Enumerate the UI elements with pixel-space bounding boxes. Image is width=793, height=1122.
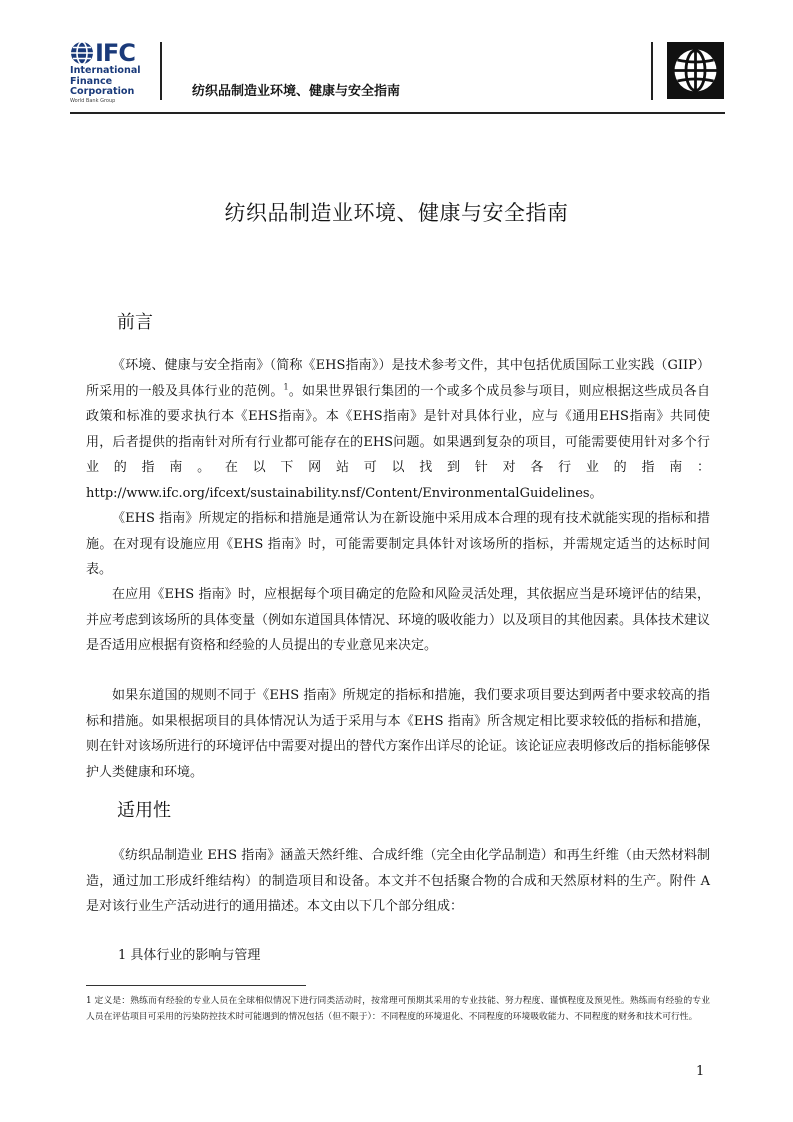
applicability-paragraph-1: 《纺织品制造业 EHS 指南》涵盖天然纤维、合成纤维（完全由化学品制造）和再生纤维（由天然材料制造，通过加工形成纤维结构）的制造项目和设备。本文并不包括聚合物的合成和天然原材料的生产。附件 A 是对该行业生产活动进行的通用描述。本文由以下几个部分组成： xyxy=(86,848,710,914)
page-header xyxy=(0,0,793,118)
ifc-subline: World Bank Group xyxy=(70,97,116,104)
footnote-separator xyxy=(86,985,306,986)
page-number: 1 xyxy=(696,1064,705,1079)
header-divider-left xyxy=(160,42,162,100)
preface-paragraph-1: 《环境、健康与安全指南》（简称《EHS指南》）是技术参考文件，其中包括优质国际工业实践（GIIP）所采用的一般及具体行业的范例。$^1$。如果世界银行集团的一个或多个成员参与项目，则应根据这些成员各自政策和标准的要求执行本《EHS指南》。本《EHS指南》是针对具体行业，应与《通用EHS指南》共同使用，后者提供的指南针对所有行业都可能存在的EHS问题。如果遇到复杂的项目，可能需要使用针对多个行业的指南。在以下网站可以找到针对各行业的指南：http://www.ifc.org/ifcext/sustainability.nsf/Content/EnvironmentalGuidelines。 xyxy=(86,358,710,501)
preface-paragraph-2: 《EHS 指南》所规定的指标和措施是通常认为在新设施中采用成本合理的现有技术就能实现的指标和措施。在对现有设施应用《EHS 指南》时，可能需要制定具体针对该场所的指标，并需规定适当的达标时间表。 xyxy=(86,511,710,577)
ifc-logo xyxy=(70,40,152,106)
ifc-line-3: Corporation xyxy=(70,86,135,97)
preface-paragraph-4: 如果东道国的规则不同于《EHS 指南》所规定的指标和措施，我们要求项目要达到两者中要求较高的指标和措施。如果根据项目的具体情况认为适于采用与本《EHS 指南》所含规定相比要求较低的指标和措施，则在针对该场所进行的环境评估中需要对提出的替代方案作出详尽的论证。该论证应表明修改后的指标能够保护人类健康和环境。 xyxy=(86,688,711,780)
preface-paragraph-3: 在应用《EHS 指南》时，应根据每个项目确定的危险和风险灵活处理，其依据应当是环境评估的结果，并应考虑到该场所的具体变量（例如东道国具体情况、环境的吸收能力）以及项目的其他因素。具体技术建议是否适用应根据有资格和经验的人员提出的专业意见来决定。 xyxy=(86,587,711,653)
ifc-globe-icon xyxy=(70,41,94,65)
footnote-ref-1[interactable]: 1 xyxy=(283,382,289,392)
header-divider-right xyxy=(651,42,653,100)
document-title: 纺织品制造业环境、健康与安全指南 xyxy=(224,201,569,225)
ifc-wordmark: IFC xyxy=(95,39,135,67)
running-title: 纺织品制造业环境、健康与安全指南 xyxy=(192,84,401,99)
world-bank-globe-icon xyxy=(667,42,724,99)
section-heading-preface: 前言 xyxy=(117,312,153,333)
ifc-line-1: International xyxy=(70,65,141,76)
header-rule xyxy=(70,112,725,114)
section-heading-applicability: 适用性 xyxy=(117,800,171,821)
footnote-1: 1 定义是：熟练而有经验的专业人员在全球相似情况下进行同类活动时，按常理可预期其采用的专业技能、努力程度、谨慎程度及预见性。熟练而有经验的专业人员在评估项目可采用的污染防控技术时可能遇到的情况包括（但不限于）：不同程度的环境退化、不同程度的环境吸收能力、不同程度的财务和技术可行性。 xyxy=(86,996,710,1022)
ifc-line-2: Finance xyxy=(70,75,113,87)
list-item: 1 具体行业的影响与管理 xyxy=(118,948,261,963)
